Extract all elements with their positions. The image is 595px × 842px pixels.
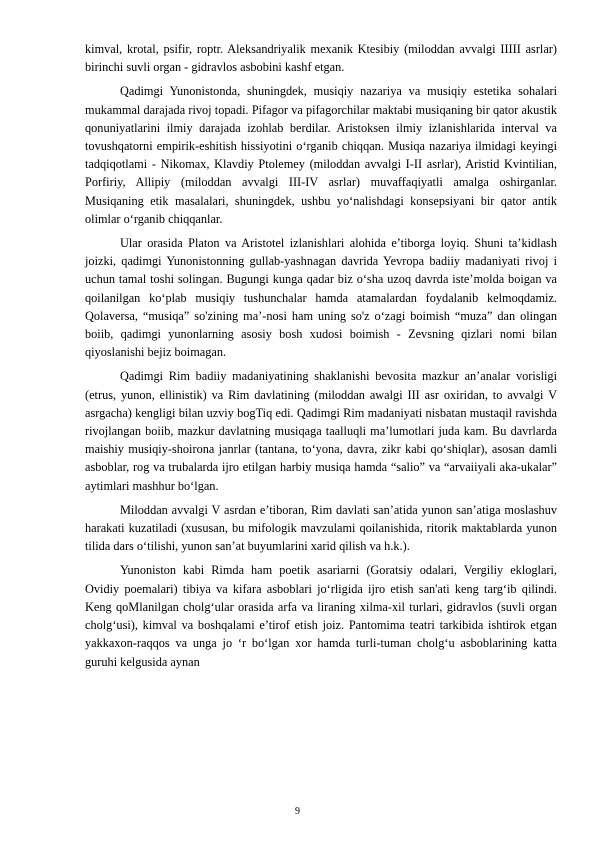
paragraph-poetic-works: Yunoniston kabi Rimda ham poetik asariarni (Goratsiy odalari, Vergiliy ekloglari, Ovidiy poemalari) tibiya va kifara asboblari jo‘rligida ijro etish san'ati keng targ‘ib qilindi. Keng qoMlanilgan cholg‘ular orasida arfa va liraning xilma-xil turlari, gidravlos (suvli organ cholg‘usi), kimval va boshqalami e’tirof etish joiz. Pantomima teatri tarkibida ishtirok etgan yakkaxon-raqqos va unga jo ‘r bo‘lgan xor hamda turli-tuman cholg‘u asboblarining katta guruhi kelgusida aynan bbox=[85, 563, 557, 669]
paragraph-continuation: kimval, krotal, psifir, roptr. Aleksandriyalik mexanik Ktesibiy (miloddan avvalgi IIIII asrlar) birinchi suvli organ - gidravlos asbobini kashf etgan. bbox=[85, 42, 557, 75]
document-page bbox=[85, 40, 557, 671]
paragraph-music-theory: Qadimgi Yunonistonda, shuningdek, musiqiy nazariya va musiqiy estetika sohalari mukammal darajada rivoj topadi. Pifagor va pifagorchilar maktabi musiqaning bir qator akustik qonuniyatlarini ilmiy darajada izohlab berdilar. Aristoksen ilmiy izlanishlarida interval va tovushqatorni empirik-eshitish hissiyotini o‘rganib chiqqan. Musiqa nazariya ilmidagi keyingi tadqiqotlami - Nikomax, Klavdiy Ptolemey (miloddan avvalgi I-II asrlar), Aristid Kvintilian, Porfiriy, Allipiy (miloddan avvalgi III-IV asrlar) muvaffaqiyatli amalga oshirganlar. Musiqaning etik masalalari, shuningdek, ushbu yo‘nalishdagi konsepsiyani bir qator antik olimlar o‘rganib chiqqanlar. bbox=[85, 84, 557, 226]
paragraph-ancient-rome: Qadimgi Rim badiiy madaniyatining shaklanishi bevosita mazkur an’analar vorisligi (etrus, yunon, ellinistik) va Rim davlatining (miloddan awalgi III asr oxiridan, to avvalgi V asrgacha) kengligi bilan uzviy bogTiq edi. Qadimgi Rim madaniyati nisbatan mustaqil ravishda rivojlangan boiib, mazkur davlatning musiqaga taalluqli ma’lumotlari juda kam. Bu davrlarda maishiy musiqiy-shoirona janrlar (tantana, to‘yona, davra, zikr kabi qo‘shiqlar), asosan damli asboblar, rog va trubalarda ijro etilgan harbiy musiqa hamda “salio” va “arvaiiyali aka-ukalar” aytimlari mashhur bo‘lgan. bbox=[85, 369, 557, 493]
page-number: 9 bbox=[295, 806, 300, 817]
paragraph-greek-influence: Miloddan avvalgi V asrdan e’tiboran, Rim davlati san’atida yunon san’atiga moslashuv harakati kuzatiladi (xususan, bu mifologik mavzulami qoilanishida, ritorik maktablarda yunon tilida dars o‘tilishi, yunon san’at buyumlarini xarid qilish va h.k.). bbox=[85, 502, 557, 554]
paragraph-platon-aristotel: Ular orasida Platon va Aristotel izlanishlari alohida e’tiborga loyiq. Shuni ta’kidlash joizki, qadimgi Yunonistonning gullab-yashnagan davrida Yevropa badiiy madaniyati rivoj i uchun tamal toshi solingan. Bugungi kunga qadar biz o‘sha uzoq davrda iste’molda boigan va qoilanilgan ko‘plab musiqiy tushunchalar hamda atamalardan foydalanib kelmoqdamiz. Qolaversa, “musiqa” so'zining ma’-nosi ham uning so'z o‘zagi boimish “muza” dan olingan boiib, qadimgi yunonlarning asosiy bosh xudosi boimish - Zevsning qizlari nomi bilan qiyoslanishi bejiz boimagan. bbox=[85, 236, 557, 360]
